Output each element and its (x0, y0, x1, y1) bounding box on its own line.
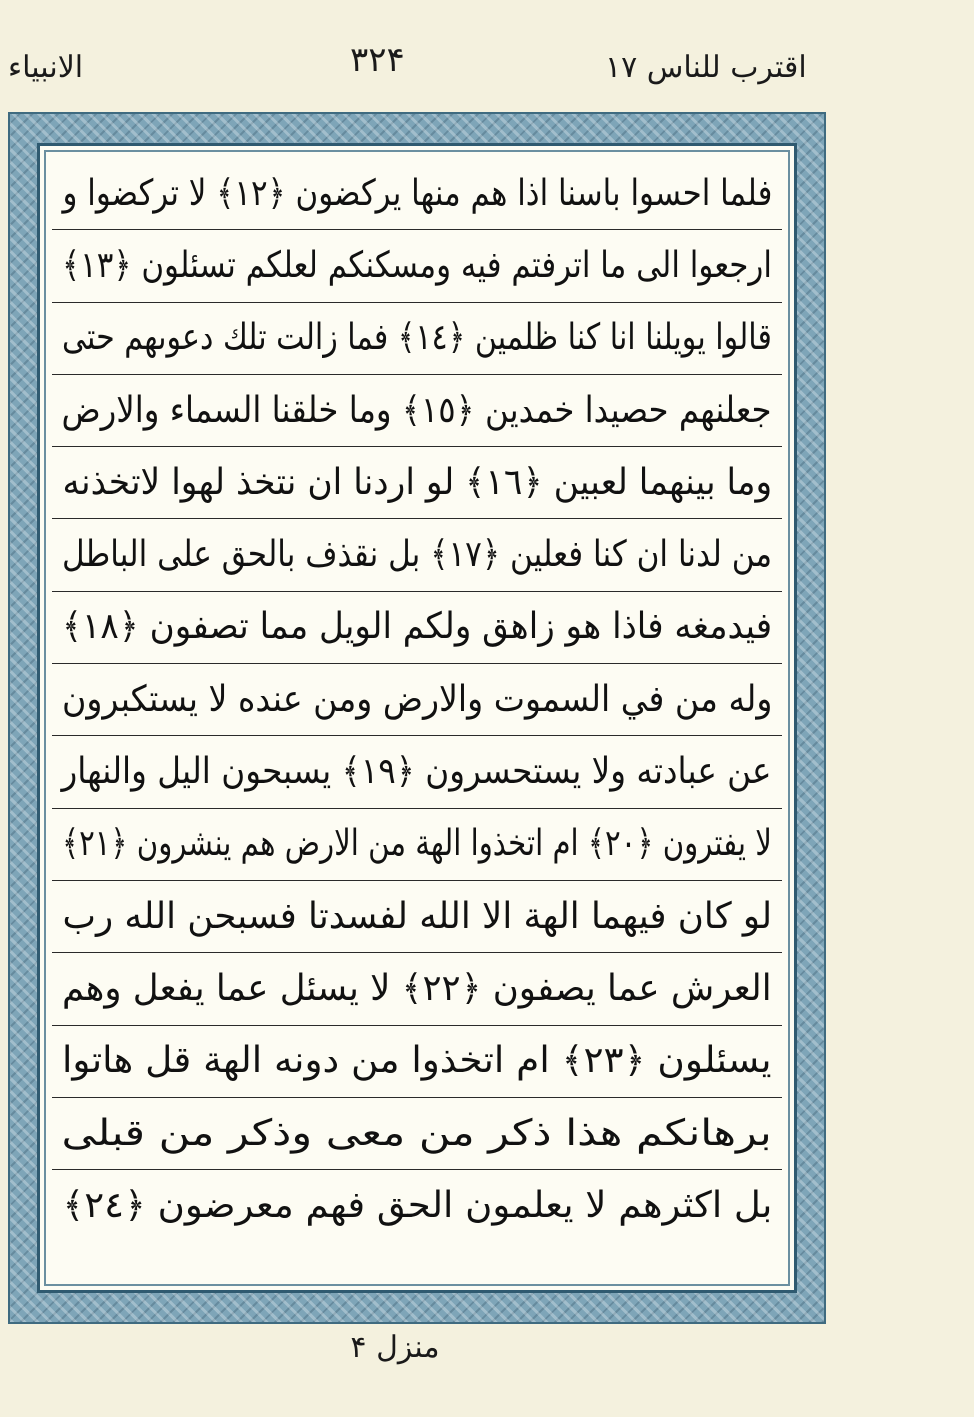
ornamental-border (8, 112, 826, 1324)
verse-line (52, 158, 782, 230)
text-panel (37, 143, 797, 1293)
verse-line (52, 953, 782, 1025)
manzil-label: منزل ۴ (350, 1330, 440, 1365)
verse-line-text: فيدمغه فاذا هو زاهق ولكم الويل مما تصفون ﴿١٨﴾ (61, 606, 773, 648)
verse-line-text: لو كان فيهما الهة الا الله لفسدتا فسبحن الله رب (62, 895, 772, 937)
verse-line (52, 303, 782, 375)
verse-line-text: برهانكم هذا ذكر من معى وذكر من قبلى (61, 1112, 773, 1154)
verse-line-text: بل اكثرهم لا يعلمون الحق فهم معرضون ﴿٢٤﴾ (62, 1185, 772, 1227)
verse-line (52, 809, 782, 881)
verse-line-text: العرش عما يصفون ﴿٢٢﴾ لا يسئل عما يفعل وهم (62, 967, 772, 1009)
verse-line-text: ارجعوا الى ما اترفتم فيه ومسكنكم لعلكم تسئلون ﴿١٣﴾ (62, 244, 772, 286)
verse-line-text: لا يفترون ﴿٢٠﴾ ام اتخذوا الهة من الارض هم ينشرون ﴿٢١﴾ (62, 823, 772, 865)
verse-line (52, 592, 782, 664)
verse-line (52, 1098, 782, 1170)
verse-line-text: يسئلون ﴿٢٣﴾ ام اتخذوا من دونه الهة قل هاتوا (62, 1040, 772, 1082)
verse-lines (52, 158, 782, 1284)
verse-line (52, 375, 782, 447)
surah-name: الانبياء (8, 50, 84, 85)
verse-line-text: وله من في السموت والارض ومن عنده لا يستكبرون (61, 678, 773, 720)
verse-line (52, 230, 782, 302)
verse-line (52, 664, 782, 736)
verse-line-text: وما بينهما لعبين ﴿١٦﴾ لو اردنا ان نتخذ لهوا لاتخذنه (62, 461, 772, 503)
verse-line-text: من لدنا ان كنا فعلين ﴿١٧﴾ بل نقذف بالحق على الباطل (61, 534, 773, 576)
para-name: اقترب للناس ۱۷ (605, 50, 807, 85)
verse-line (52, 1026, 782, 1098)
verse-line (52, 519, 782, 591)
verse-line-text: عن عبادته ولا يستحسرون ﴿١٩﴾ يسبحون اليل والنهار (61, 751, 772, 793)
verse-line (52, 447, 782, 519)
verse-line-text: قالوا يويلنا انا كنا ظلمين ﴿١٤﴾ فما زالت تلك دعوىهم حتى (62, 317, 772, 359)
verse-line (52, 736, 782, 808)
verse-line (52, 1170, 782, 1242)
page-header (0, 40, 974, 100)
page-number: ۳۲۴ (350, 40, 405, 80)
verse-line (52, 881, 782, 953)
verse-line-text: جعلنهم حصيدا خمدين ﴿١٥﴾ وما خلقنا السماء والارض (61, 389, 772, 431)
verse-line-text: فلما احسوا باسنا اذا هم منها يركضون ﴿١٢﴾ لا تركضوا و (62, 172, 772, 214)
